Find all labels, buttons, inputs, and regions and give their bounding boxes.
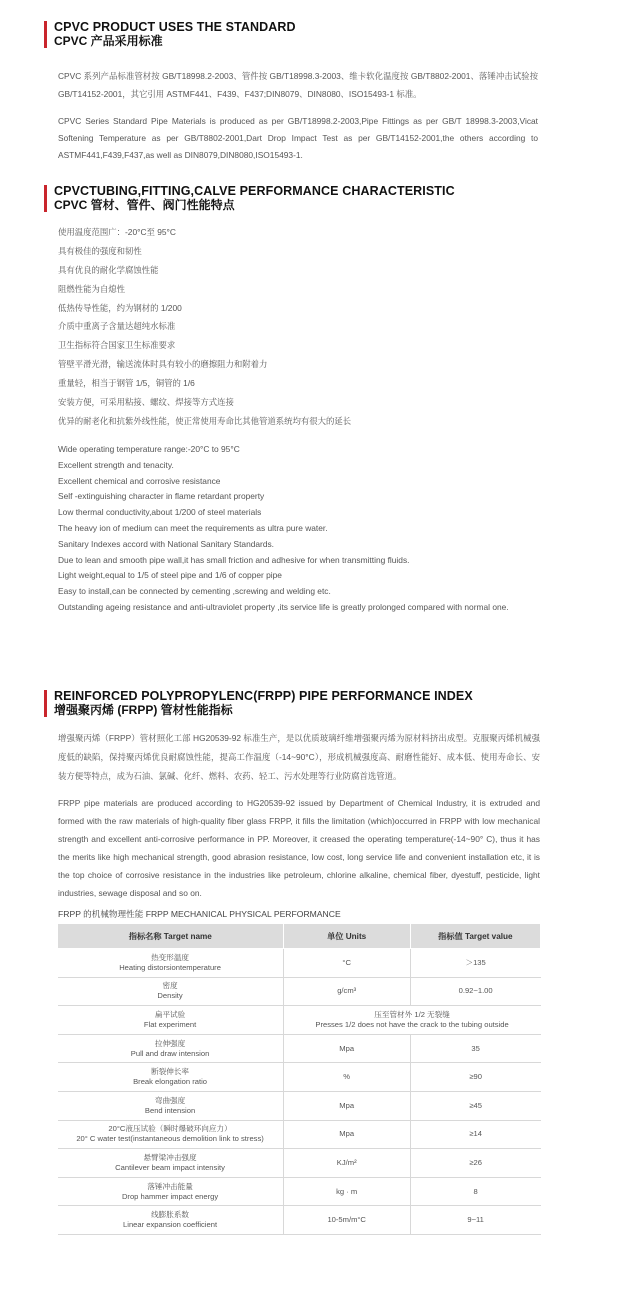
list-item: Easy to install,can be connected by cementing ,screwing and welding etc. xyxy=(58,586,331,597)
frpp-paragraph-zh: 增强聚丙烯（FRPP）管材照化工部 HG20539-92 标准生产，是以优质玻璃纤维增强聚丙烯为原材料挤出成型。克服聚丙烯机械强度低的缺陷，保持聚丙烯优良耐腐蚀性能，提高工作温度（-14~90°C），形成机械强度高、耐磨性能好、成本低、使用寿命长、安装方便等特点，成为石油、氯碱、化纤、燃料、农药、轻工、污水处理等行业防腐首选管道。 xyxy=(58,733,540,781)
cell-unit: Mpa xyxy=(283,1091,410,1120)
cell-value: 35 xyxy=(410,1034,540,1063)
list-item: 优异的耐老化和抗紫外线性能，使正常使用寿命比其他管道系统均有很大的延长 xyxy=(58,415,352,426)
cell-target-name: 落锤冲击能量 Drop hammer impact energy xyxy=(58,1177,284,1206)
table-header-row xyxy=(58,924,541,949)
header-units: 单位 Units xyxy=(283,924,410,949)
heading-title-zh: CPVC 管材、管件、阀门性能特点 xyxy=(54,198,235,212)
table-row xyxy=(58,949,541,978)
table-row xyxy=(58,977,541,1006)
list-item: 介质中重离子含量达超纯水标准 xyxy=(58,321,176,332)
cell-value: ≥14 xyxy=(410,1120,540,1149)
cell-target-name: 扁平试验 Flat experiment xyxy=(58,1006,284,1035)
cell-target-name: 热变形温度 Heating distorsiontemperature xyxy=(58,949,284,978)
heading-title-en: CPVC PRODUCT USES THE STANDARD xyxy=(54,20,296,34)
list-item: Light weight,equal to 1/5 of steel pipe and 1/6 of copper pipe xyxy=(58,570,282,581)
cell-unit: °C xyxy=(283,949,410,978)
cell-unit: Mpa xyxy=(283,1034,410,1063)
cell-target-name: 弯曲强度 Bend intension xyxy=(58,1091,284,1120)
standard-paragraph-zh: CPVC 系列产品标准管材按 GB/T18998.2-2003、管件按 GB/T18998.3-2003、维卡软化温度按 GB/T8802-2001、落锤冲击试验按 GB/T14152-2001，其它引用 ASTMF441、F439、F437;DIN8079、DIN8080、ISO15493-1 标准。 xyxy=(58,71,538,99)
cell-unit: % xyxy=(283,1063,410,1092)
cell-value: ＞135 xyxy=(410,949,540,978)
list-item: The heavy ion of medium can meet the requirements as ultra pure water. xyxy=(58,522,328,533)
table-row xyxy=(58,1149,541,1178)
frpp-paragraph-en: FRPP pipe materials are produced according to HG20539-92 issued by Department of Chemical Industry, it is extruded and formed with the raw materials of high-quality fiber glass FRPP, it fills the limitation (which)occurred in FRPP with low mechanical strength and excellent anti-corrosive performance in PP. Moreover, it creased the operating temperature(-14~90° C), thus it has the merits like high mechanical strength, good abrasion resistance, low cost, long service life and convenient installation etc, it is the top choice of corrosive resistance in the industries like petroleum, chlorine alkaline, chemical fiber, dyestuff, pesticide, light industries, sewage disposal and so on. xyxy=(58,798,540,898)
heading-accent-bar xyxy=(44,21,47,48)
list-item: Excellent strength and tenacity. xyxy=(58,459,174,470)
cell-unit: g/cm³ xyxy=(283,977,410,1006)
list-item: 使用温度范围广：-20°C至 95°C xyxy=(58,227,176,237)
section-frpp xyxy=(0,689,621,718)
heading-title-zh: CPVC 产品采用标准 xyxy=(54,34,163,48)
cell-unit: Mpa xyxy=(283,1120,410,1149)
table-row xyxy=(58,1034,541,1063)
list-item: 具有极佳的强度和韧性 xyxy=(58,245,142,256)
table-row xyxy=(58,1006,541,1035)
table-row xyxy=(58,1177,541,1206)
characteristics-list-en xyxy=(58,442,538,616)
cell-value: 0.92~1.00 xyxy=(410,977,540,1006)
cell-target-name: 20°C液压试验（瞬时爆破环向应力） 20° C water test(instantaneous demolition link to stress) xyxy=(58,1120,284,1149)
cell-unit: KJ/m² xyxy=(283,1149,410,1178)
cell-target-name: 悬臂梁冲击强度 Cantilever beam impact intensity xyxy=(58,1149,284,1178)
cell-value: ≥90 xyxy=(410,1063,540,1092)
table-row xyxy=(58,1206,541,1235)
heading-title-en: CPVCTUBING,FITTING,CALVE PERFORMANCE CHARACTERISTIC xyxy=(54,184,455,198)
header-target-value: 指标值 Target value xyxy=(410,924,540,949)
cell-value: 9~11 xyxy=(410,1206,540,1235)
list-item: Outstanding ageing resistance and anti-ultraviolet property ,its service life is greatly prolonged compared with normal one. xyxy=(58,601,509,612)
table-row xyxy=(58,1063,541,1092)
cell-target-name: 断裂伸长率 Break elongation ratio xyxy=(58,1063,284,1092)
list-item: 卫生指标符合国家卫生标准要求 xyxy=(58,340,176,351)
standard-paragraph-en: CPVC Series Standard Pipe Materials is produced as per GB/T18998.2-2003,Pipe Fittings as per GB/T 18998.3-2003,Vicat Softening Temperature as per GB/T8802-2001,Dart Drop Impact Test as per GB/T14152-2001,the others according to ASTMF441,F439,F437,as well as DIN8079,DIN8080,ISO15493-1. xyxy=(58,116,538,160)
cell-unit: 10-5m/m°C xyxy=(283,1206,410,1235)
list-item: 低热传导性能，约为钢材的 1/200 xyxy=(58,302,182,313)
header-target-name: 指标名称 Target name xyxy=(58,924,284,949)
list-item: Excellent chemical and corrosive resistance xyxy=(58,475,221,486)
heading-title-zh: 增强聚丙烯 (FRPP) 管材性能指标 xyxy=(54,703,233,717)
cell-merged-value: 压至管材外 1/2 无裂缝 Presses 1/2 does not have the crack to the tubing outside xyxy=(283,1006,540,1035)
table-row xyxy=(58,1120,541,1149)
cell-unit: kg · m xyxy=(283,1177,410,1206)
table-caption: FRPP 的机械物理性能 FRPP MECHANICAL PHYSICAL PERFORMANCE xyxy=(58,909,341,919)
cell-target-name: 线膨胀系数 Linear expansion coefficient xyxy=(58,1206,284,1235)
heading-accent-bar xyxy=(44,185,47,212)
list-item: 具有优良的耐化学腐蚀性能 xyxy=(58,264,159,275)
performance-table xyxy=(57,923,541,1235)
cell-target-name: 密度 Density xyxy=(58,977,284,1006)
section-standard xyxy=(0,20,621,49)
section-characteristics xyxy=(0,184,621,213)
list-item: Due to lean and smooth pipe wall,it has small friction and adhesive for when transmitting fluids. xyxy=(58,554,410,565)
list-item: Low thermal conductivity,about 1/200 of steel materials xyxy=(58,507,262,518)
cell-value: ≥26 xyxy=(410,1149,540,1178)
cell-target-name: 拉伸强度 Pull and draw intension xyxy=(58,1034,284,1063)
section-heading xyxy=(0,20,621,49)
table-row xyxy=(58,1091,541,1120)
list-item: Wide operating temperature range:-20°C to 95°C xyxy=(58,444,240,454)
list-item: 重量轻，相当于钢管 1/5，铜管的 1/6 xyxy=(58,378,195,389)
cell-value: 8 xyxy=(410,1177,540,1206)
list-item: 管壁平滑光滑，输送流体时具有较小的磨擦阻力和附着力 xyxy=(58,359,268,370)
section-heading xyxy=(0,689,621,718)
heading-accent-bar xyxy=(44,690,47,717)
list-item: 阻燃性能为自熄性 xyxy=(58,283,125,294)
heading-title-en: REINFORCED POLYPROPYLENC(FRPP) PIPE PERFORMANCE INDEX xyxy=(54,689,473,703)
list-item: Self -extinguishing character in flame retardant property xyxy=(58,491,265,502)
list-item: 安装方便，可采用粘接、螺纹、焊接等方式连接 xyxy=(58,397,234,408)
section-heading xyxy=(0,184,621,213)
cell-value: ≥45 xyxy=(410,1091,540,1120)
list-item: Sanitary Indexes accord with National Sanitary Standards. xyxy=(58,538,275,549)
characteristics-list-zh xyxy=(58,223,548,431)
